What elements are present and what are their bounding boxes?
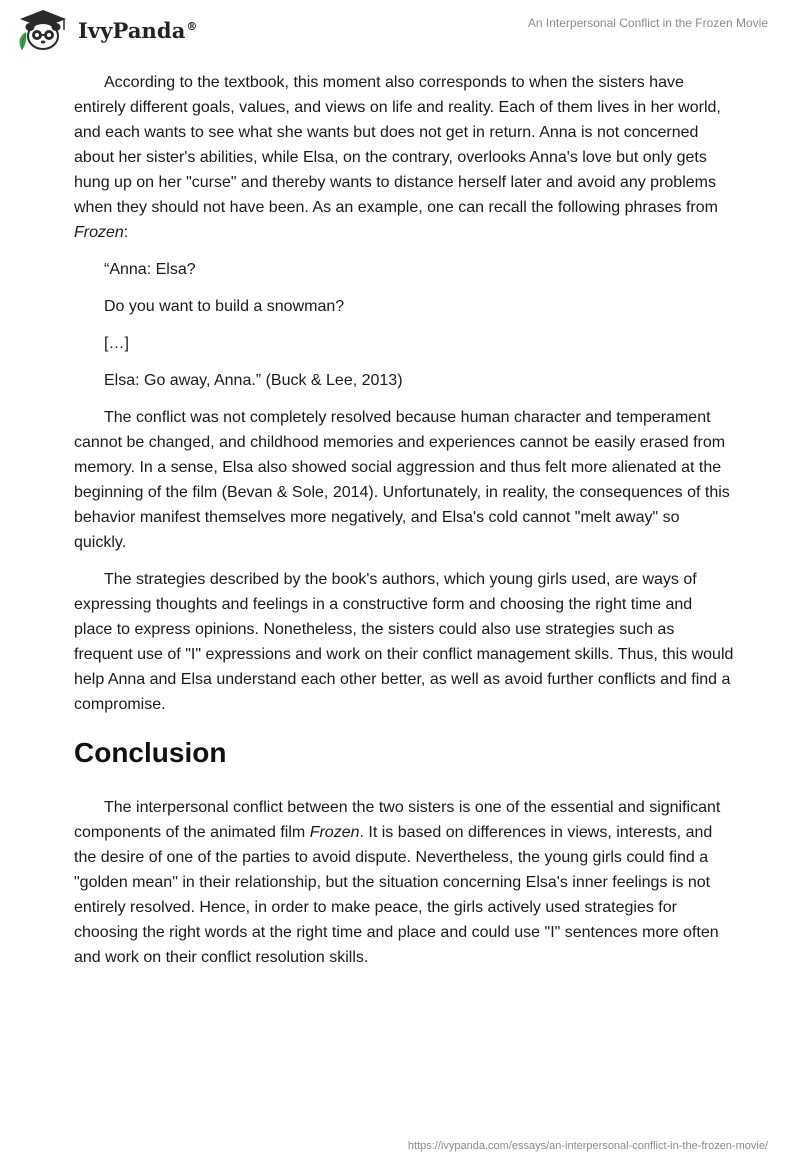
quote-line-3: […] (104, 335, 129, 352)
film-title: Frozen (309, 824, 360, 841)
quote-line-2: Do you want to build a snowman? (104, 298, 345, 315)
panda-graduate-icon (14, 8, 72, 52)
paragraph-3: The strategies described by the book's authors, which young girls used, are ways of expressing thoughts and feelings in a constructive form and choosing the right time and place to express opinions. Nonetheless, the sisters could also use strategies such as frequent use of "I" expressions and work on their conflict management skills. Thus, this would help Anna and Elsa understand each other better, as well as avoid further conflicts and find a compromise. (74, 571, 734, 713)
page-header (0, 0, 800, 60)
paragraph-conclusion: The interpersonal conflict between the two sisters is one of the essential and significant components of the animated film Frozen. It is based on differences in views, interests, and the desire of one of the parties to avoid dispute. Nevertheless, the young girls could find a "golden mean" in their relationship, but the situation concerning Elsa's inner feelings is not entirely resolved. Hence, in order to make peace, the girls actively used strategies for choosing the right words at the right time and place and could use "I" sentences more often and work on their conflict resolution skills. (74, 799, 721, 966)
document-title: An Interpersonal Conflict in the Frozen Movie (527, 16, 768, 30)
essay-content (74, 70, 734, 982)
ivypanda-logo[interactable] (14, 8, 198, 52)
source-url[interactable]: https://ivypanda.com/essays/an-interpersonal-conflict-in-the-frozen-movie/ (407, 1140, 768, 1152)
logo-text: IvyPanda® (78, 17, 198, 43)
film-title: Frozen (74, 224, 124, 241)
paragraph-2: The conflict was not completely resolved because human character and temperament cannot be changed, and childhood memories and experiences cannot be easily erased from memory. In a sense, Elsa also showed social aggression and thus felt more alienated at the beginning of the film (Bevan & Sole, 2014). Unfortunately, in reality, the consequences of this behavior manifest themselves more negatively, and Elsa's cold cannot "melt away" so quickly. (74, 409, 730, 551)
conclusion-heading: Conclusion (74, 737, 227, 768)
quote-line-1: “Anna: Elsa? (104, 261, 196, 278)
quote-line-4: Elsa: Go away, Anna.” (Buck & Lee, 2013) (104, 372, 403, 389)
paragraph-1: According to the textbook, this moment also corresponds to when the sisters have entirely different goals, values, and views on life and reality. Each of them lives in her world, and each wants to see what she wants but does not get in return. Anna is not concerned about her sister's abilities, while Elsa, on the contrary, overlooks Anna's love but only gets hung up on her "curse" and thereby wants to distance herself later and avoid any problems when they should not have been. As an example, one can recall the following phrases from Frozen: (74, 74, 721, 241)
